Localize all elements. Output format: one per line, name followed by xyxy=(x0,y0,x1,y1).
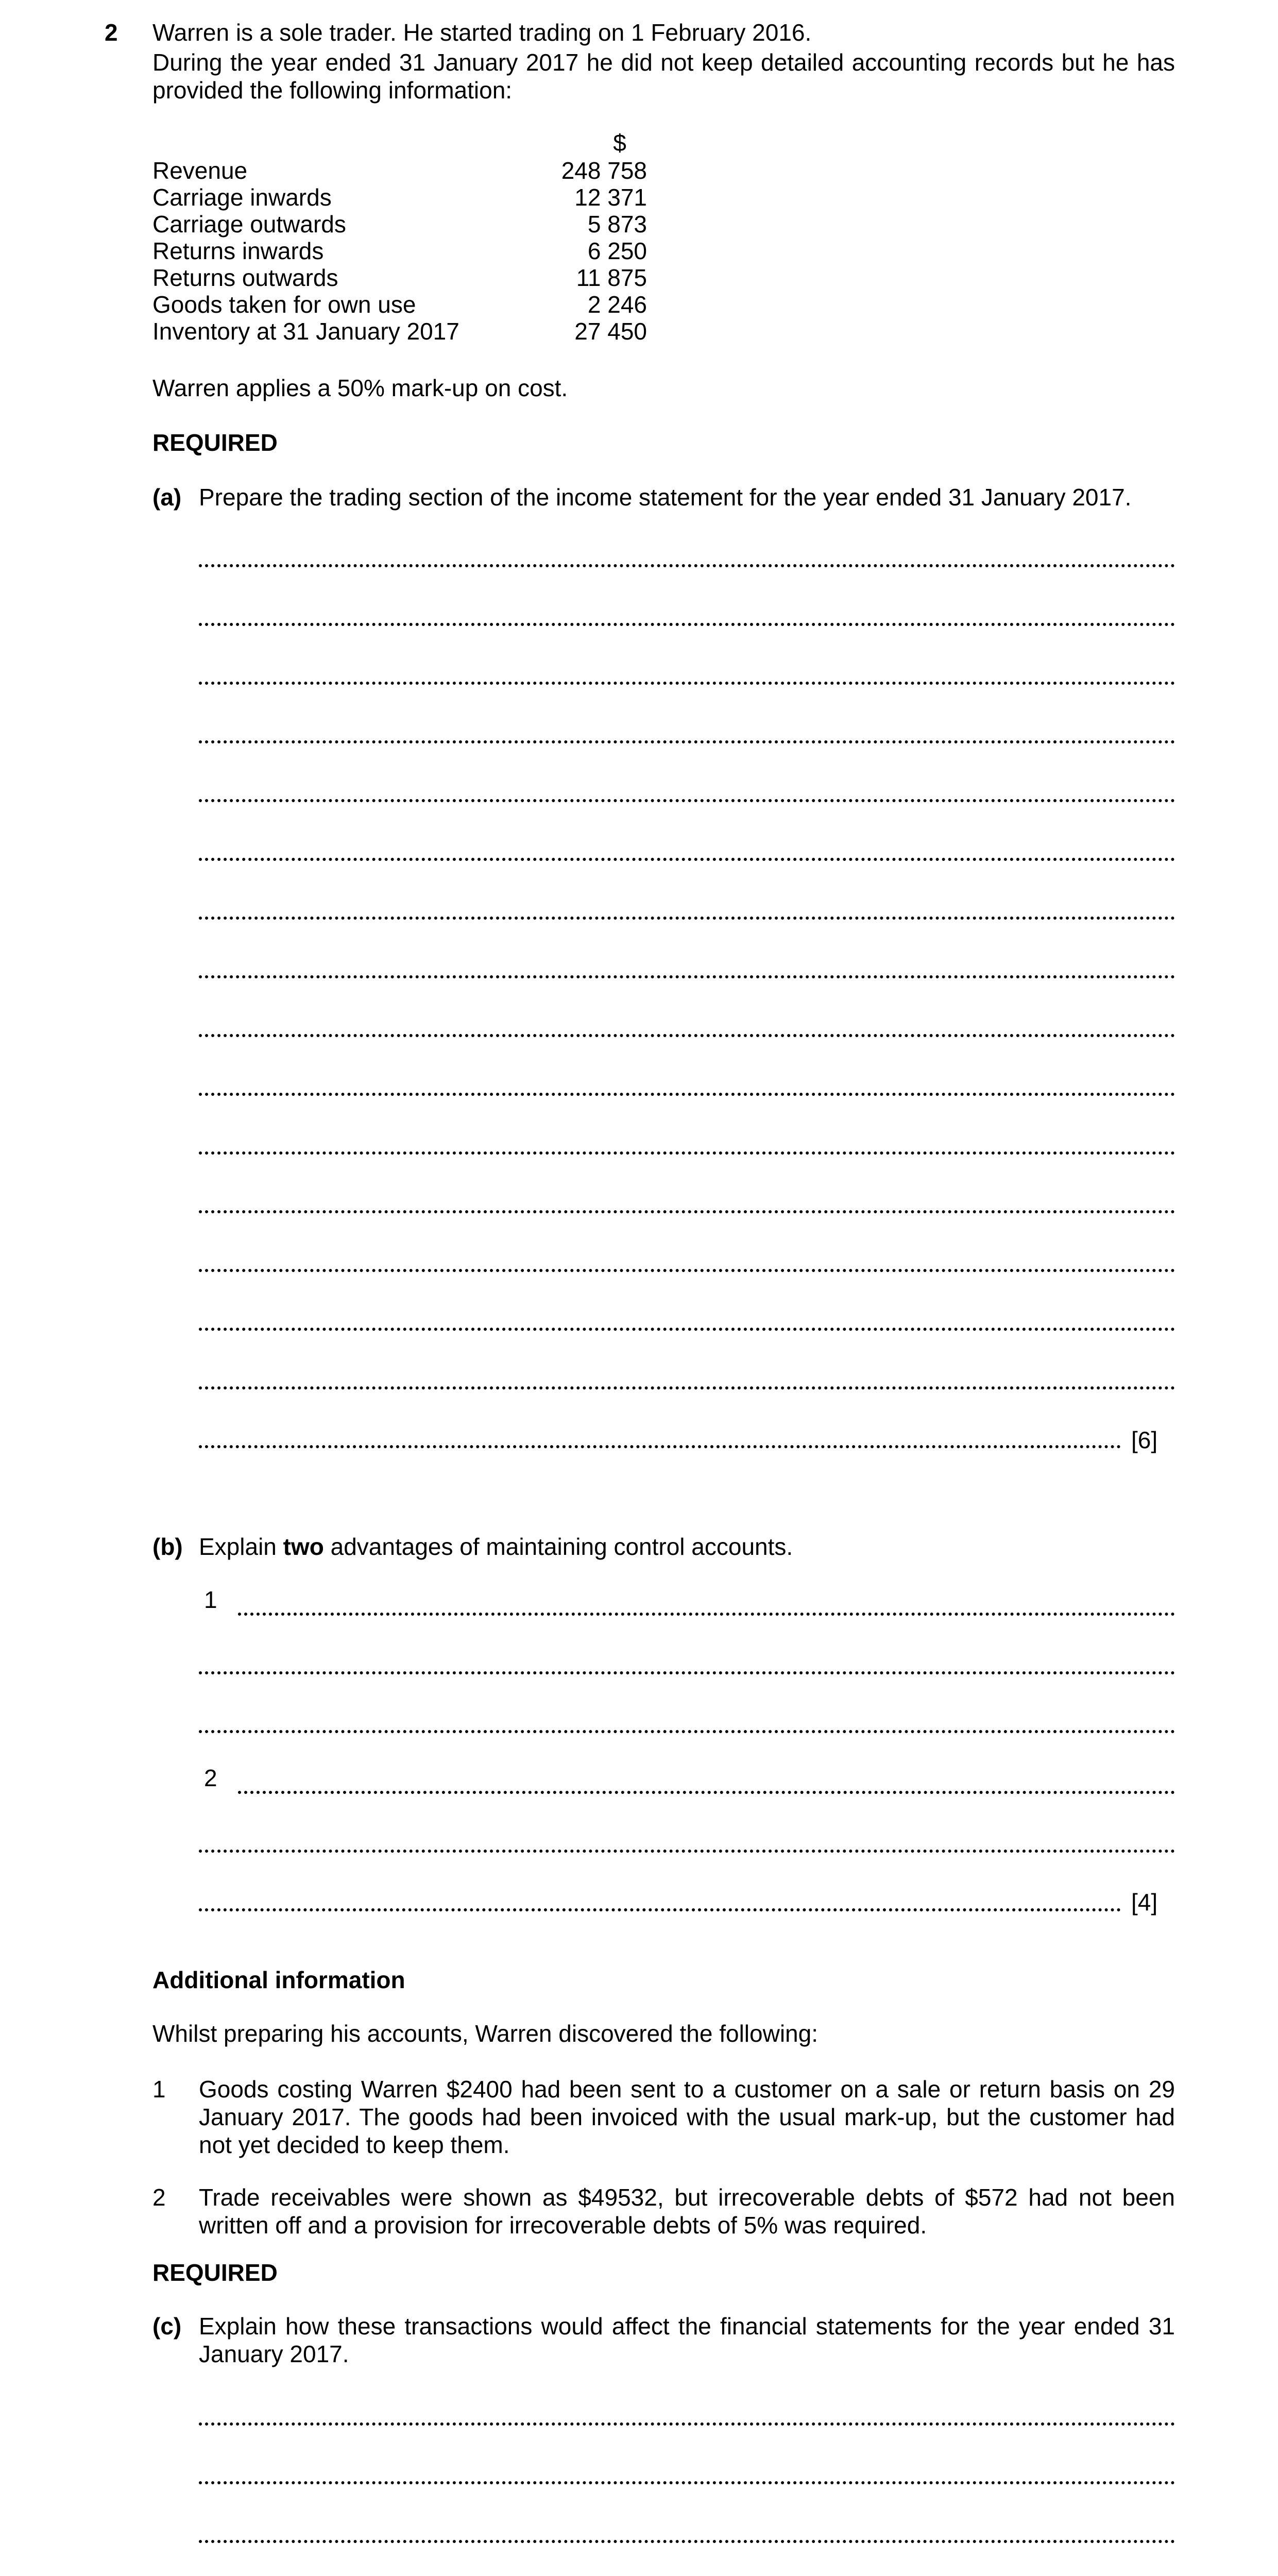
answer-line-a[interactable] xyxy=(199,1269,1175,1272)
answer-line-a[interactable] xyxy=(199,975,1175,978)
answer-line-a[interactable] xyxy=(199,740,1175,743)
table-row xyxy=(152,317,647,344)
row-value: 2 246 xyxy=(587,291,647,318)
table-row xyxy=(152,237,647,264)
part-b-text: Explain two advantages of maintaining control accounts. xyxy=(199,1533,793,1560)
row-value: 12 371 xyxy=(574,184,647,211)
row-label: Returns outwards xyxy=(152,264,338,291)
additional-item-2-text: Trade receivables were shown as $49532, but irrecoverable debts of $572 had not been written off and a provision for irrecoverable debts of 5% was required. xyxy=(199,2184,1175,2239)
row-label: Carriage inwards xyxy=(152,184,332,211)
answer-line-a[interactable] xyxy=(199,1034,1175,1037)
row-label: Goods taken for own use xyxy=(152,291,416,318)
part-b-label: (b) xyxy=(152,1533,183,1560)
row-label: Revenue xyxy=(152,157,248,184)
answer-line-b[interactable] xyxy=(238,1791,1175,1794)
answer-line-b[interactable] xyxy=(238,1613,1175,1616)
answer-line-a[interactable] xyxy=(199,858,1175,861)
row-value: 27 450 xyxy=(574,318,647,345)
row-label: Returns inwards xyxy=(152,238,324,264)
row-value: 248 758 xyxy=(561,157,647,184)
table-row xyxy=(152,157,647,183)
row-value: 11 875 xyxy=(576,264,647,291)
part-b-emphasis: two xyxy=(283,1533,324,1560)
table-row xyxy=(152,183,647,210)
answer-line-a[interactable] xyxy=(199,1210,1175,1213)
answer-line-b[interactable] xyxy=(199,1671,1175,1674)
table-row xyxy=(152,210,647,237)
marks-a: [6] xyxy=(1131,1427,1158,1453)
intro-line-1: Warren is a sole trader. He started trading on 1 February 2016. xyxy=(152,19,812,46)
part-c-text: Explain how these transactions would affect the financial statements for the year ended 31 January 2017. xyxy=(199,2313,1175,2367)
answer-line-b[interactable] xyxy=(199,1730,1175,1733)
markup-note: Warren applies a 50% mark-up on cost. xyxy=(152,375,568,401)
row-value: 5 873 xyxy=(587,211,647,238)
table-row xyxy=(152,291,647,317)
part-c-label: (c) xyxy=(152,2313,182,2340)
answer-line-a[interactable] xyxy=(199,799,1175,802)
part-b-item-2: 2 xyxy=(204,1765,217,1791)
answer-line-b[interactable] xyxy=(199,1850,1175,1853)
additional-item-1-num: 1 xyxy=(152,2076,166,2103)
marks-b: [4] xyxy=(1131,1889,1158,1916)
answer-line-a[interactable] xyxy=(199,1093,1175,1096)
currency-header: $ xyxy=(613,129,626,156)
answer-line-a[interactable] xyxy=(199,682,1175,685)
intro-line-2: During the year ended 31 January 2017 he did not keep detailed accounting records but he has provided the following information: xyxy=(152,49,1175,104)
required-heading-1: REQUIRED xyxy=(152,429,278,456)
additional-item-2-num: 2 xyxy=(152,2184,166,2211)
answer-line-c[interactable] xyxy=(199,2422,1175,2426)
table-row xyxy=(152,264,647,291)
additional-heading: Additional information xyxy=(152,1967,405,1993)
answer-line-a[interactable] xyxy=(199,1445,1121,1448)
answer-line-a[interactable] xyxy=(199,1151,1175,1155)
part-b-item-1: 1 xyxy=(204,1586,217,1613)
part-a-text: Prepare the trading section of the income statement for the year ended 31 January 2017. xyxy=(199,484,1132,511)
answer-line-a[interactable] xyxy=(199,1386,1175,1389)
part-a-label: (a) xyxy=(152,484,182,511)
row-label: Carriage outwards xyxy=(152,211,346,238)
question-number: 2 xyxy=(105,19,118,46)
additional-item-1-text: Goods costing Warren $2400 had been sent to a customer on a sale or return basis on 29 January 2017. The goods had been invoiced with the usual mark-up, but the customer had not yet decided to keep them. xyxy=(199,2076,1175,2158)
answer-line-c[interactable] xyxy=(199,2481,1175,2484)
answer-line-c[interactable] xyxy=(199,2540,1175,2543)
row-value: 6 250 xyxy=(587,238,647,264)
row-label: Inventory at 31 January 2017 xyxy=(152,318,459,345)
answer-line-b[interactable] xyxy=(199,1908,1121,1911)
required-heading-2: REQUIRED xyxy=(152,2259,278,2286)
answer-line-a[interactable] xyxy=(199,1328,1175,1331)
answer-line-a[interactable] xyxy=(199,564,1175,567)
answer-line-a[interactable] xyxy=(199,623,1175,626)
answer-line-a[interactable] xyxy=(199,917,1175,920)
additional-intro: Whilst preparing his accounts, Warren discovered the following: xyxy=(152,2020,818,2047)
